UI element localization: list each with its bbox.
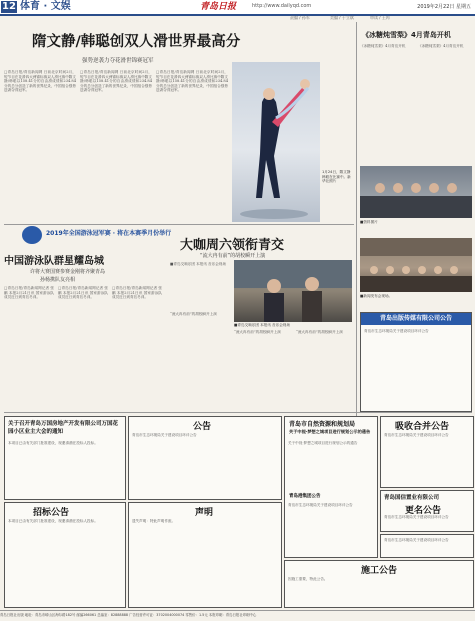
- symphony-photo-caption: ■青岛交响乐团 本报讯 音乐会现场: [234, 323, 290, 327]
- qdmedia-notice-title: 青岛出版传媒有限公司公告: [361, 313, 471, 325]
- header-subline: [0, 15, 475, 21]
- nature-notice-body: 关于中视·梦想之城项目进行规划公示的通告: [288, 441, 358, 445]
- page-footer: 青岛日报社出版 地址：青岛市崂山区海尔路182号 邮编266061 总编室：82888888 广告经营许可证：3702004000074 零售价：1.5元 本报印刷：青岛日报社印刷中心: [0, 610, 475, 621]
- zhaobiao-body: 本项目已由有关部门批准建设，现邀请潜在投标人投标。: [8, 519, 98, 523]
- absorb-notice-title: 吸收合并公告: [395, 422, 450, 432]
- absorb-notice-box: [380, 416, 474, 488]
- company-rename-box: [380, 490, 474, 532]
- ice-drama-body-col2: 《冰糖炖雪梨》4月青岛开机: [418, 44, 464, 48]
- divider-rule: [4, 224, 354, 225]
- shigong-body: 因施工需要，特此公告。: [288, 577, 328, 581]
- press-conference-illustration: [360, 238, 472, 292]
- issue-date: 2019年2月22日 星期五: [417, 4, 471, 10]
- shigong-title: 施工公告: [361, 566, 398, 576]
- rename-title: 更名公告: [405, 506, 442, 516]
- symphony-deck: “流大冉有前”的胡校瞬开上演: [200, 253, 266, 259]
- site-url: http://www.dailyqd.com: [252, 3, 312, 9]
- nature-notice-title: 青岛市自然资源和规划局: [289, 421, 356, 428]
- shengming-body: 遗失声明：特此声明作废。: [132, 519, 176, 523]
- harbor-notice-body: 青岛市生态环境局关于建设项目环评公告: [288, 503, 353, 507]
- page-header: [0, 0, 475, 16]
- drama-press-illustration: [360, 166, 472, 218]
- swim-body-col2: □青岛日报/青岛新闻网记者 张鹏 本报2月21日讯 国家游泳队成员近日到青岛冬训。: [58, 286, 108, 300]
- left-notice-title: 关于召开青岛万国房地产开发有限公司万国花园小区业主大会的通知: [8, 421, 119, 435]
- symphony-body-col2: “流大冉有前”的胡校瞬开上演: [234, 330, 281, 334]
- small-notice-box: [380, 534, 474, 558]
- swim-deck2: 孙杨携队友亮相: [40, 277, 76, 283]
- swim-body-col3: □青岛日报/青岛新闻网记者 张鹏 本报2月21日讯 国家游泳队成员近日到青岛冬训。: [112, 286, 162, 300]
- swim-deck: 许将大赛国赛参赛金刚将齐聚青岛: [30, 269, 106, 275]
- zhaobiao-title: 招标公告: [33, 508, 70, 518]
- lead-body-col3: □青岛日报/青岛新闻网 日前北京时间2月，短节目在花滑四大洲锦标赛双人滑比赛中隋文静/韩聪以158.41分的自由滑成绩和234.84分的总分创造了新的世界纪录，中国组合强势逆袭夺得冠军。: [156, 70, 228, 93]
- designer-credit: 美编 / 于立斌: [330, 15, 354, 20]
- lead-body-col2: □青岛日报/青岛新闻网 日前北京时间2月，短节目在花滑四大洲锦标赛双人滑比赛中隋文静/韩聪以158.41分的自由滑成绩和234.84分的总分创造了新的世界纪录，中国组合强势逆袭夺得冠军。: [80, 70, 152, 93]
- editor-credit: 责编 / 孙军: [290, 15, 310, 20]
- skaters-illustration: [232, 62, 320, 222]
- harbor-notice-title: 青岛港集团公告: [289, 494, 321, 499]
- drama-press-photo: [360, 166, 472, 218]
- shigong-box: [284, 560, 474, 608]
- rename-body: 青岛市生态环境局关于建设项目环评公告: [384, 515, 449, 519]
- shengming-box: [128, 502, 282, 608]
- company-name: 青岛国信置业有限公司: [384, 495, 440, 501]
- skaters-photo: [232, 62, 320, 222]
- symphony-photo: [234, 260, 352, 322]
- gonggao-body: 青岛市生态环境局关于建设项目环评公告: [132, 433, 197, 437]
- gonggao-box: [128, 416, 282, 500]
- ice-drama-headline: 《冰糖炖雪梨》4月青岛开机: [362, 31, 451, 39]
- small-notice-body: 青岛市生态环境局关于建设项目环评公告: [384, 538, 449, 542]
- column-divider: [356, 22, 357, 422]
- swim-banner: 2019年全国游泳冠军赛 · 将在本赛季月份举行: [46, 230, 172, 237]
- lower-divider: [4, 412, 472, 413]
- qdmedia-notice-body: 青岛市生态环境局关于建设项目环评公告: [364, 329, 429, 333]
- symphony-illustration: [234, 260, 352, 322]
- zhaobiao-box: [4, 502, 126, 608]
- symphony-body-col3: “流大冉有前”的胡校瞬开上演: [296, 330, 343, 334]
- left-notice-box: [4, 416, 126, 500]
- symphony-body-col1: “流大冉有前”的胡校瞬开上演: [170, 312, 217, 316]
- swim-logo-icon: [22, 226, 42, 244]
- page-number: 12: [2, 1, 16, 12]
- symphony-body-top: ■青岛交响乐团 本报讯 音乐会现场: [170, 262, 226, 266]
- lead-body-col1: □青岛日报/青岛新闻网 日前北京时间2月，短节目在花滑四大洲锦标赛双人滑比赛中隋文静/韩聪以158.41分的自由滑成绩和234.84分的总分创造了新的世界纪录，中国组合强势逆袭夺得冠军。: [4, 70, 76, 93]
- press-photo-caption: ■新闻发布会现场。: [360, 294, 393, 298]
- swim-headline: 中国游泳队群星耀岛城: [4, 256, 104, 267]
- drama-photo-caption: ■资料图片: [360, 220, 378, 224]
- nature-notice-subtitle: 关于中视·梦想之城项目进行规划公示的通告: [289, 429, 371, 434]
- reviewer-credit: 审读 / 王冉: [370, 15, 390, 20]
- lead-photo-caption: 1月24日，隋文静韩聪在比赛中。新华社照片: [322, 170, 351, 184]
- section-title: 体育 · 文娱: [20, 1, 71, 12]
- press-conference-photo: [360, 238, 472, 292]
- lead-headline: 隋文静/韩聪创双人滑世界最高分: [32, 34, 241, 50]
- symphony-headline: 大咖周六领衔青交: [180, 238, 285, 253]
- qdmedia-notice-box: [360, 312, 472, 412]
- absorb-notice-body: 青岛市生态环境局关于建设项目环评公告: [384, 433, 449, 437]
- gonggao-title: 公告: [193, 422, 212, 432]
- lead-deck: 强势逆袭力夺花滑世锦赛冠军: [82, 58, 154, 64]
- newspaper-logo: 青岛日报: [200, 2, 237, 12]
- ice-drama-body-col1: 《冰糖炖雪梨》4月青岛开机: [360, 44, 406, 48]
- swim-body-col1: □青岛日报/青岛新闻网记者 张鹏 本报2月21日讯 国家游泳队成员近日到青岛冬训。: [4, 286, 54, 300]
- left-notice-body: 本项目已由有关部门批准建设，现邀请潜在投标人投标。: [8, 441, 98, 445]
- shengming-title: 声明: [195, 508, 214, 518]
- nature-notice-box: [284, 416, 378, 558]
